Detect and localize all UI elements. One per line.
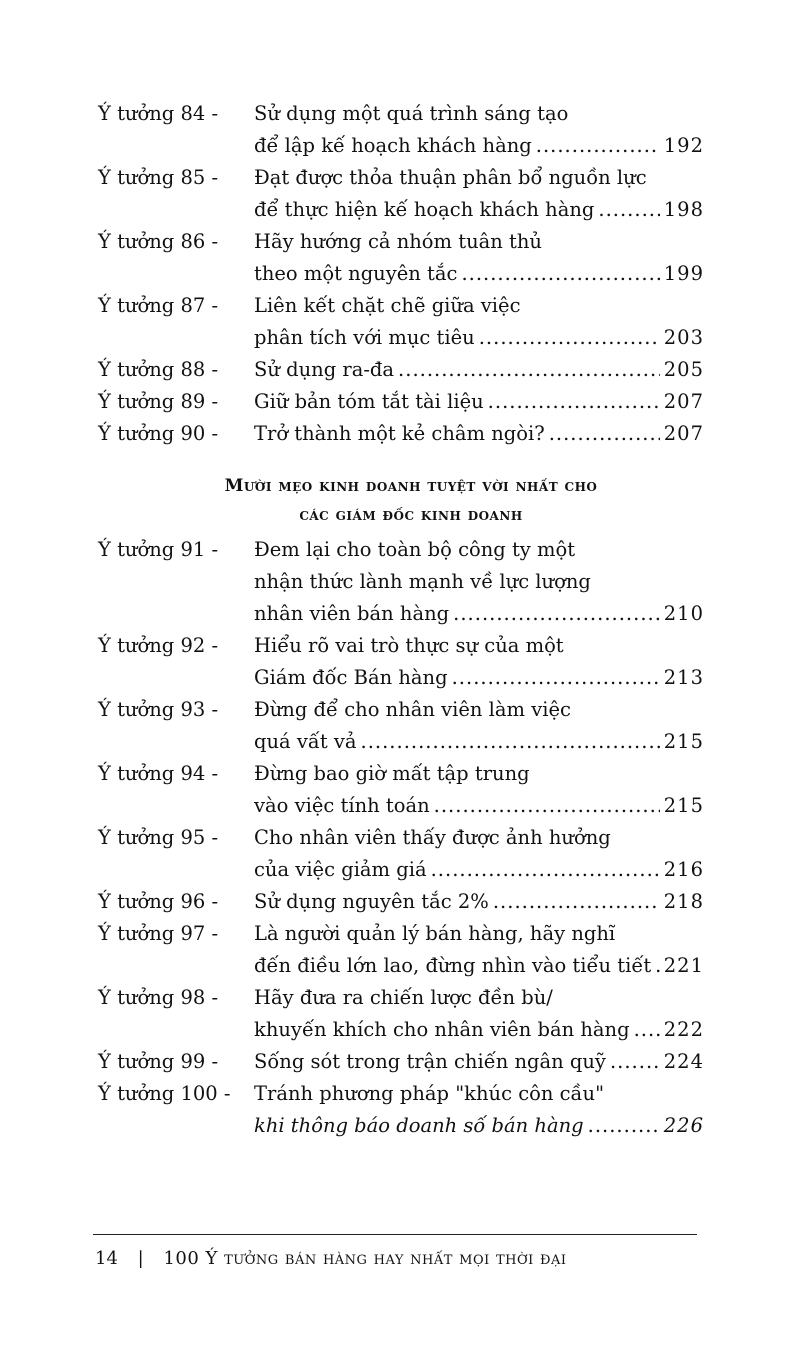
toc-entry-final-line [254,418,704,450]
dot-leader [461,258,659,290]
toc-entry [98,1046,704,1078]
toc-entry-final-line [254,1014,704,1046]
toc-entry-final-line [254,598,704,630]
toc-entry-title-line: Trở thành một kẻ châm ngòi? [254,422,545,445]
toc-entry [98,918,704,982]
dot-leader [655,950,660,982]
running-title: 100 Ý tưởng bán hàng hay nhất mọi thời đại [163,1248,567,1269]
toc-entry-final-line [254,854,704,886]
toc-entry-final-line [254,1110,704,1142]
toc-entry-page-number: 192 [663,134,704,157]
toc-entry-page-number: 210 [663,602,704,625]
toc-entry-final-line [254,258,704,290]
toc-entry-title [254,982,704,1046]
toc-entry-title [254,1078,704,1142]
toc-entry-title [254,162,704,226]
toc-entry-page-number: 207 [663,390,704,413]
dot-leader [610,1046,660,1078]
toc-entry-page-number: 213 [663,666,704,689]
toc-entry-label: Ý tưởng 85 - [98,166,219,189]
page-footer [95,1248,567,1269]
toc-entry-title-line: vào việc tính toán [254,794,430,817]
toc-entry-label: Ý tưởng 94 - [98,762,219,785]
toc-entry-label: Ý tưởng 99 - [98,1050,219,1073]
toc-list-bottom [98,534,704,1142]
dot-leader [361,726,660,758]
toc-entry-title [254,822,704,886]
toc-entry-title-line: Là người quản lý bán hàng, hãy nghĩ [254,922,616,945]
toc-entry-page-number: 199 [663,262,704,285]
toc-entry-label: Ý tưởng 89 - [98,390,219,413]
toc-entry-title-line: Đừng để cho nhân viên làm việc [254,698,571,721]
toc-entry [98,226,704,290]
toc-list-top [98,98,704,450]
dot-leader [588,1110,660,1142]
toc-entry-page-number: 215 [663,794,704,817]
toc-entry-title [254,354,704,386]
toc-entry-label: Ý tưởng 97 - [98,922,219,945]
section-heading-line-1: Mười mẹo kinh doanh tuyệt vời nhất cho [224,476,598,496]
toc-entry-title-line: Hiểu rõ vai trò thực sự của một [254,634,564,657]
toc-entry-label: Ý tưởng 87 - [98,294,219,317]
toc-entry-page-number: 224 [663,1050,704,1073]
dot-leader [398,354,660,386]
dot-leader [634,1014,660,1046]
dot-leader [488,386,660,418]
dot-leader [493,886,660,918]
toc-entry [98,982,704,1046]
toc-entry-title [254,290,704,354]
toc-entry-label: Ý tưởng 92 - [98,634,219,657]
toc-entry-title [254,918,704,982]
toc-entry-title-line: Sử dụng ra-đa [254,358,395,381]
toc-entry [98,886,704,918]
dot-leader [434,790,660,822]
section-heading-line-2: các giám đốc kinh doanh [299,505,523,525]
dot-leader [453,598,660,630]
toc-entry [98,758,704,822]
toc-entry-title-line: Sử dụng nguyên tắc 2% [254,890,489,913]
toc-entry-final-line [254,950,704,982]
toc-entry-title [254,694,704,758]
toc-entry-final-line [254,726,704,758]
toc-entry-title-line: nhận thức lành mạnh về lực lượng [254,570,591,593]
toc-entry [98,418,704,450]
toc-entry-title-line: để thực hiện kế hoạch khách hàng [254,198,595,221]
toc-entry-label: Ý tưởng 84 - [98,102,219,125]
toc-entry-page-number: 198 [663,198,704,221]
toc-entry [98,354,704,386]
toc-entry-title-line: theo một nguyên tắc [254,262,458,285]
toc-entry-title-line: Hãy hướng cả nhóm tuân thủ [254,230,542,253]
toc-entry-label: Ý tưởng 88 - [98,358,219,381]
toc-entry-title [254,226,704,290]
toc-entry-title-line: của việc giảm giá [254,858,427,881]
toc-entry-title-line: nhân viên bán hàng [254,602,450,625]
footer-separator: | [137,1248,144,1269]
toc-entry-final-line [254,322,704,354]
toc-entry-title-line: Giữ bản tóm tắt tài liệu [254,390,484,413]
toc-entry-title [254,386,704,418]
toc-entry-title-line: để lập kế hoạch khách hàng [254,134,532,157]
toc-entry [98,630,704,694]
toc-entry-title [254,98,704,162]
toc-entry-title-line: Đem lại cho toàn bộ công ty một [254,538,576,561]
dot-leader [598,194,659,226]
dot-leader [536,130,660,162]
toc-entry-title-line: Giám đốc Bán hàng [254,666,448,689]
toc-entry-page-number: 205 [663,358,704,381]
toc-entry-title-line: Hãy đưa ra chiến lược đền bù/ [254,986,553,1009]
page-number: 14 [95,1248,118,1269]
toc-entry-final-line [254,354,704,386]
dot-leader [431,854,660,886]
toc-entry-label: Ý tưởng 86 - [98,230,219,253]
toc-entry-title-line: Đạt được thỏa thuận phân bổ nguồn lực [254,166,647,189]
toc-entry [98,386,704,418]
toc-entry-final-line [254,194,704,226]
toc-entry-label: Ý tưởng 100 - [98,1082,231,1105]
toc-entry-final-line [254,886,704,918]
toc-entry-title-line: quá vất vả [254,730,357,753]
toc-entry-page-number: 216 [663,858,704,881]
toc-entry-final-line [254,1046,704,1078]
dot-leader [479,322,660,354]
toc-entry-page-number: 226 [663,1114,704,1137]
toc-entry-title [254,630,704,694]
toc-entry-title [254,886,704,918]
toc-entry-label: Ý tưởng 96 - [98,890,219,913]
toc-entry-title [254,758,704,822]
toc-entry-final-line [254,130,704,162]
toc-entry-final-line [254,662,704,694]
dot-leader [549,418,660,450]
table-of-contents [98,98,704,1142]
toc-entry-title [254,418,704,450]
toc-entry-page-number: 215 [663,730,704,753]
toc-entry-page-number: 203 [663,326,704,349]
toc-entry-label: Ý tưởng 90 - [98,422,219,445]
toc-entry-page-number: 207 [663,422,704,445]
toc-entry-title-line: đến điều lớn lao, đừng nhìn vào tiểu tiết [254,954,652,977]
toc-entry [98,822,704,886]
toc-entry-title-line: Cho nhân viên thấy được ảnh hưởng [254,826,611,849]
toc-entry [98,1078,704,1142]
toc-entry-page-number: 221 [663,954,704,977]
toc-entry-label: Ý tưởng 98 - [98,986,219,1009]
section-heading [118,472,704,530]
toc-entry-title-line: khi thông báo doanh số bán hàng [254,1114,584,1137]
toc-entry [98,694,704,758]
toc-entry-title-line: Tránh phương pháp "khúc côn cầu" [254,1082,605,1105]
dot-leader [452,662,660,694]
toc-entry-page-number: 218 [663,890,704,913]
toc-entry-title [254,1046,704,1078]
toc-entry-title [254,534,704,630]
toc-entry-final-line [254,386,704,418]
footer-rule [93,1234,697,1235]
toc-entry-label: Ý tưởng 93 - [98,698,219,721]
toc-entry [98,162,704,226]
toc-entry [98,290,704,354]
toc-entry-label: Ý tưởng 91 - [98,538,219,561]
toc-entry-title-line: Sử dụng một quá trình sáng tạo [254,102,569,125]
toc-entry-title-line: phân tích với mục tiêu [254,326,475,349]
toc-entry-label: Ý tưởng 95 - [98,826,219,849]
toc-entry [98,534,704,630]
toc-entry-title-line: Liên kết chặt chẽ giữa việc [254,294,521,317]
toc-entry-title-line: Sống sót trong trận chiến ngân quỹ [254,1050,606,1073]
toc-entry [98,98,704,162]
toc-entry-page-number: 222 [663,1018,704,1041]
toc-entry-title-line: Đừng bao giờ mất tập trung [254,762,530,785]
toc-entry-title-line: khuyến khích cho nhân viên bán hàng [254,1018,630,1041]
toc-entry-final-line [254,790,704,822]
